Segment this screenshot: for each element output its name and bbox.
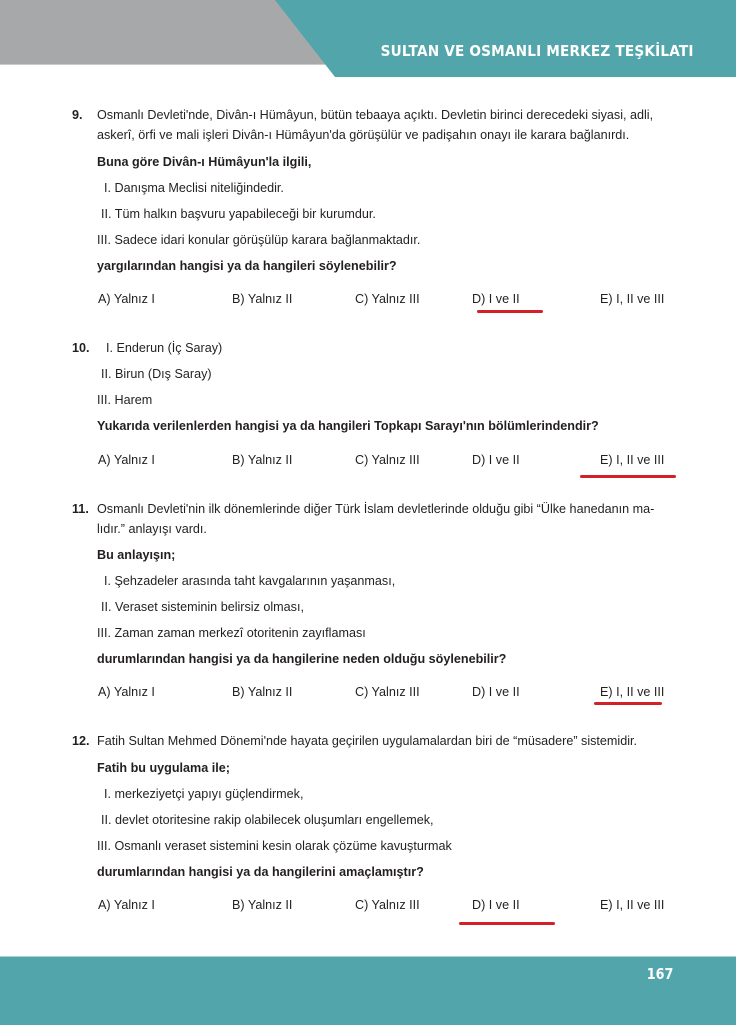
stem-line: lıdır.” anlayışı vardı. (97, 522, 207, 536)
choice-c[interactable]: C) Yalnız III (355, 292, 420, 306)
question-prompt: Yukarıda verilenlerden hangisi ya da hangileri Topkapı Sarayı'nın bölümlerindendir? (97, 419, 599, 433)
statement-2: II. devlet otoritesine rakip olabilecek oluşumları engellemek, (101, 813, 434, 827)
choice-a[interactable]: A) Yalnız I (98, 453, 155, 467)
question-number: 10. (72, 341, 90, 355)
question-number: 11. (72, 502, 89, 516)
question-prompt: durumlarından hangisi ya da hangilerine neden olduğu söylenebilir? (97, 652, 507, 666)
answer-underline-mark (594, 702, 662, 705)
choice-c[interactable]: C) Yalnız III (355, 685, 420, 699)
statement-2: II. Birun (Dış Saray) (101, 367, 212, 381)
page-number: 167 (646, 965, 673, 983)
choice-a[interactable]: A) Yalnız I (98, 898, 155, 912)
choice-c[interactable]: C) Yalnız III (355, 898, 420, 912)
choice-b[interactable]: B) Yalnız II (232, 453, 293, 467)
statement-1: I. Şehzadeler arasında taht kavgalarının yaşanması, (104, 574, 396, 588)
lead-text: Bu anlayışın; (97, 548, 176, 562)
choice-d[interactable]: D) I ve II (472, 685, 520, 699)
lead-text: Fatih bu uygulama ile; (97, 761, 230, 775)
stem-line: Fatih Sultan Mehmed Dönemi'nde hayata geçirilen uygulamalardan biri de “müsadere” sistemidir. (97, 734, 638, 748)
choice-b[interactable]: B) Yalnız II (232, 292, 293, 306)
choice-a[interactable]: A) Yalnız I (98, 292, 155, 306)
statement-3: III. Osmanlı veraset sistemini kesin olarak çözüme kavuşturmak (97, 839, 452, 853)
choice-b[interactable]: B) Yalnız II (232, 898, 293, 912)
statement-3: III. Sadece idari konular görüşülüp karara bağlanmaktadır. (97, 233, 421, 247)
answer-underline-mark (459, 922, 555, 925)
statement-1: I. Enderun (İç Saray) (106, 341, 223, 355)
choice-d[interactable]: D) I ve II (472, 292, 520, 306)
page-header (0, 0, 736, 78)
choice-d[interactable]: D) I ve II (472, 453, 520, 467)
stem-line: Osmanlı Devleti'nde, Divân-ı Hümâyun, bütün tebaaya açıktı. Devletin birinci derecedeki siyasi, adli, (97, 108, 654, 122)
choice-e[interactable]: E) I, II ve III (600, 685, 665, 699)
choice-e[interactable]: E) I, II ve III (600, 292, 665, 306)
choice-d[interactable]: D) I ve II (472, 898, 520, 912)
lead-text: Buna göre Divân-ı Hümâyun'la ilgili, (97, 155, 312, 169)
page-footer (0, 956, 736, 1025)
question-prompt: yargılarından hangisi ya da hangileri söylenebilir? (97, 259, 397, 273)
question-number: 12. (72, 734, 90, 748)
choice-e[interactable]: E) I, II ve III (600, 453, 665, 467)
chapter-title: SULTAN VE OSMANLI MERKEZ TEŞKİLATI (381, 42, 694, 60)
statement-3: III. Zaman zaman merkezî otoritenin zayıflaması (97, 626, 366, 640)
choice-c[interactable]: C) Yalnız III (355, 453, 420, 467)
question-number: 9. (72, 108, 83, 122)
answer-underline-mark (580, 475, 676, 478)
statement-2: II. Tüm halkın başvuru yapabileceği bir kurumdur. (101, 207, 376, 221)
choice-a[interactable]: A) Yalnız I (98, 685, 155, 699)
stem-line: Osmanlı Devleti'nin ilk dönemlerinde diğer Türk İslam devletlerinde olduğu gibi “Ülke hanedanın ma- (97, 502, 655, 516)
question-prompt: durumlarından hangisi ya da hangilerini amaçlamıştır? (97, 865, 424, 879)
answer-underline-mark (477, 310, 543, 313)
stem-line: askerî, örfi ve mali işleri Divân-ı Hümâyun'da görüşülür ve padişahın onayı ile karara bağlanırdı. (97, 128, 630, 142)
statement-1: I. merkeziyetçi yapıyı güçlendirmek, (104, 787, 304, 801)
choice-b[interactable]: B) Yalnız II (232, 685, 293, 699)
statement-1: I. Danışma Meclisi niteliğindedir. (104, 181, 284, 195)
choice-e[interactable]: E) I, II ve III (600, 898, 665, 912)
statement-3: III. Harem (97, 393, 153, 407)
header-banner-shape (0, 0, 736, 78)
statement-2: II. Veraset sisteminin belirsiz olması, (101, 600, 304, 614)
